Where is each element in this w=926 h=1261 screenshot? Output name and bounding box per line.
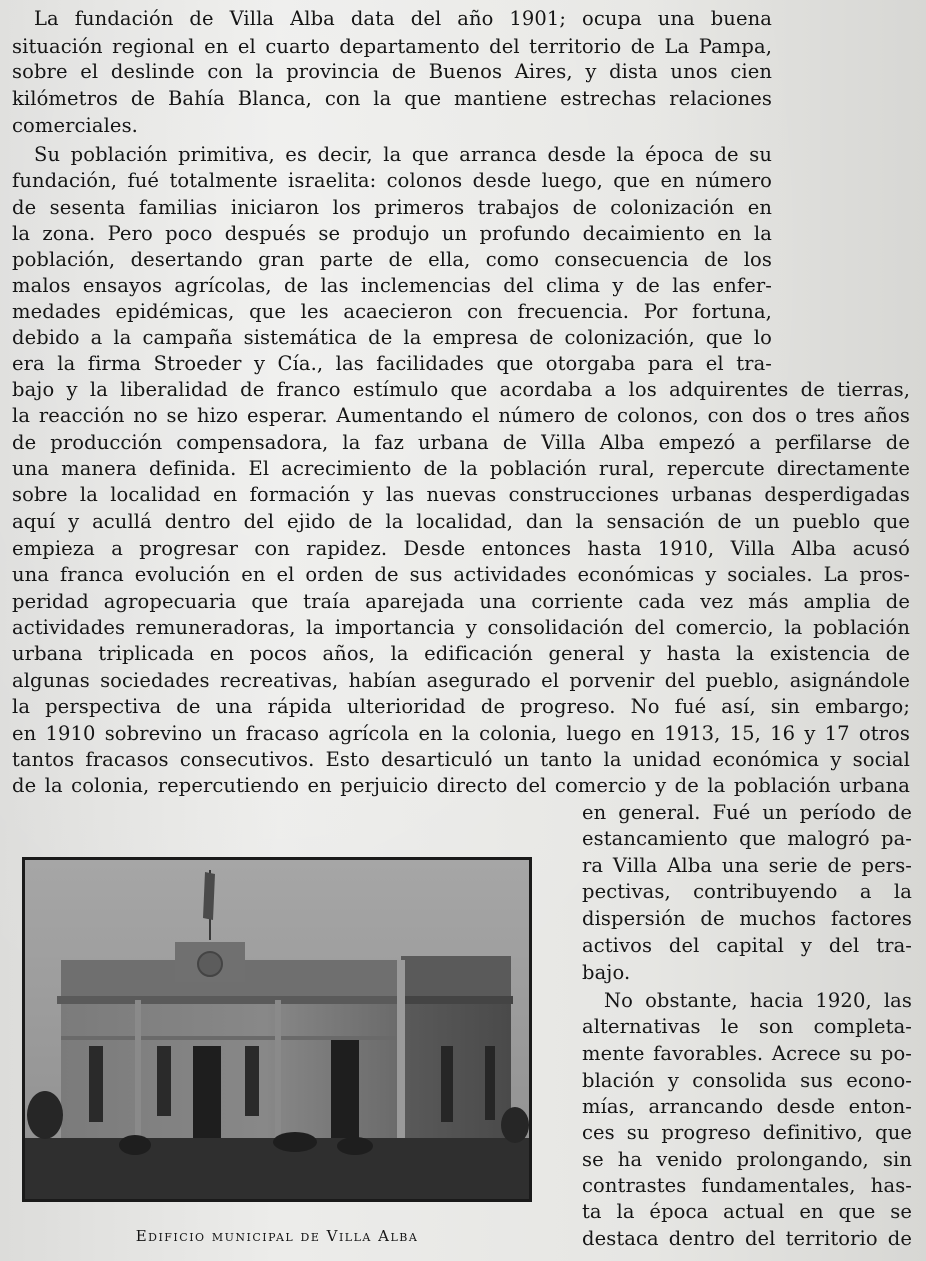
- text-line: era la firma Stroeder y Cía., las facilidades que otorgaba para el tra-: [12, 352, 772, 375]
- text-line: de sesenta familias iniciaron los primeros trabajos de colonización en: [12, 196, 772, 219]
- text-line: la perspectiva de una rápida ulterioridad de progreso. No fué así, sin embargo;: [12, 695, 910, 718]
- text-line: mente favorables. Acrece su po-: [582, 1042, 912, 1065]
- text-line: alternativas le son completa-: [582, 1015, 912, 1038]
- text-line: activos del capital y del tra-: [582, 934, 912, 957]
- text-line: actividades remuneradoras, la importancia y consolidación del comercio, la población: [12, 616, 910, 639]
- text-line: ces su progreso definitivo, que: [582, 1121, 912, 1144]
- text-line: kilómetros de Bahía Blanca, con la que mantiene estrechas relaciones: [12, 87, 772, 110]
- text-line: situación regional en el cuarto departamento del territorio de La Pampa,: [12, 35, 772, 58]
- text-line: población, desertando gran parte de ella, como consecuencia de los: [12, 248, 772, 271]
- text-line: No obstante, hacia 1920, las: [604, 989, 912, 1012]
- text-line: destaca dentro del territorio de: [582, 1227, 912, 1250]
- text-line: urbana triplicada en pocos años, la edificación general y hasta la existencia de: [12, 642, 910, 665]
- text-line: de producción compensadora, la faz urbana de Villa Alba empezó a perfilarse de: [12, 431, 910, 454]
- text-line: en general. Fué un período de: [582, 801, 912, 824]
- text-line: sobre la localidad en formación y las nuevas construcciones urbanas desperdigadas: [12, 483, 910, 506]
- text-line: la zona. Pero poco después se produjo un profundo decaimiento en la: [12, 222, 772, 245]
- text-line: se ha venido prolongando, sin: [582, 1148, 912, 1171]
- text-line: de la colonia, repercutiendo en perjuicio directo del comercio y de la población urbana: [12, 774, 910, 797]
- text-line: una franca evolución en el orden de sus actividades económicas y sociales. La pros-: [12, 563, 910, 586]
- text-line: bajo y la liberalidad de franco estímulo que acordaba a los adquirentes de tierras,: [12, 378, 910, 401]
- text-line: medades epidémicas, que les acaecieron con frecuencia. Por fortuna,: [12, 300, 772, 323]
- text-line: mías, arrancando desde enton-: [582, 1095, 912, 1118]
- text-line: en 1910 sobrevino un fracaso agrícola en la colonia, luego en 1913, 15, 16 y 17 otros: [12, 722, 910, 745]
- text-line: ta la época actual en que se: [582, 1200, 912, 1223]
- text-line: aquí y acullá dentro del ejido de la localidad, dan la sensación de un pueblo que: [12, 510, 910, 533]
- municipal-building-photo: [22, 857, 532, 1202]
- text-line: tantos fracasos consecutivos. Esto desarticuló un tanto la unidad económica y social: [12, 748, 910, 771]
- text-line: ra Villa Alba una serie de pers-: [582, 854, 912, 877]
- text-line: empieza a progresar con rapidez. Desde entonces hasta 1910, Villa Alba acusó: [12, 537, 910, 560]
- text-line: comerciales.: [12, 114, 138, 137]
- text-line: estancamiento que malogró pa-: [582, 827, 912, 850]
- text-line: peridad agropecuaria que traía aparejada una corriente cada vez más amplia de: [12, 590, 910, 613]
- text-line: La fundación de Villa Alba data del año 1901; ocupa una buena: [34, 7, 772, 30]
- text-line: pectivas, contribuyendo a la: [582, 880, 912, 903]
- text-line: blación y consolida sus econo-: [582, 1069, 912, 1092]
- text-line: fundación, fué totalmente israelita: colonos desde luego, que en número: [12, 169, 772, 192]
- text-line: algunas sociedades recreativas, habían asegurado el porvenir del pueblo, asignándole: [12, 669, 910, 692]
- text-line: bajo.: [582, 961, 631, 984]
- text-line: debido a la campaña sistemática de la empresa de colonización, que lo: [12, 326, 772, 349]
- text-line: Su población primitiva, es decir, la que arranca desde la época de su: [34, 143, 772, 166]
- text-line: sobre el deslinde con la provincia de Buenos Aires, y dista unos cien: [12, 60, 772, 83]
- photo-caption: Edificio municipal de Villa Alba: [135, 1227, 419, 1245]
- text-line: la reacción no se hizo esperar. Aumentando el número de colonos, con dos o tres años: [12, 404, 910, 427]
- text-line: una manera definida. El acrecimiento de la población rural, repercute directamente: [12, 457, 910, 480]
- text-line: contrastes fundamentales, has-: [582, 1174, 912, 1197]
- text-line: malos ensayos agrícolas, de las inclemencias del clima y de las enfer-: [12, 274, 772, 297]
- text-line: dispersión de muchos factores: [582, 907, 912, 930]
